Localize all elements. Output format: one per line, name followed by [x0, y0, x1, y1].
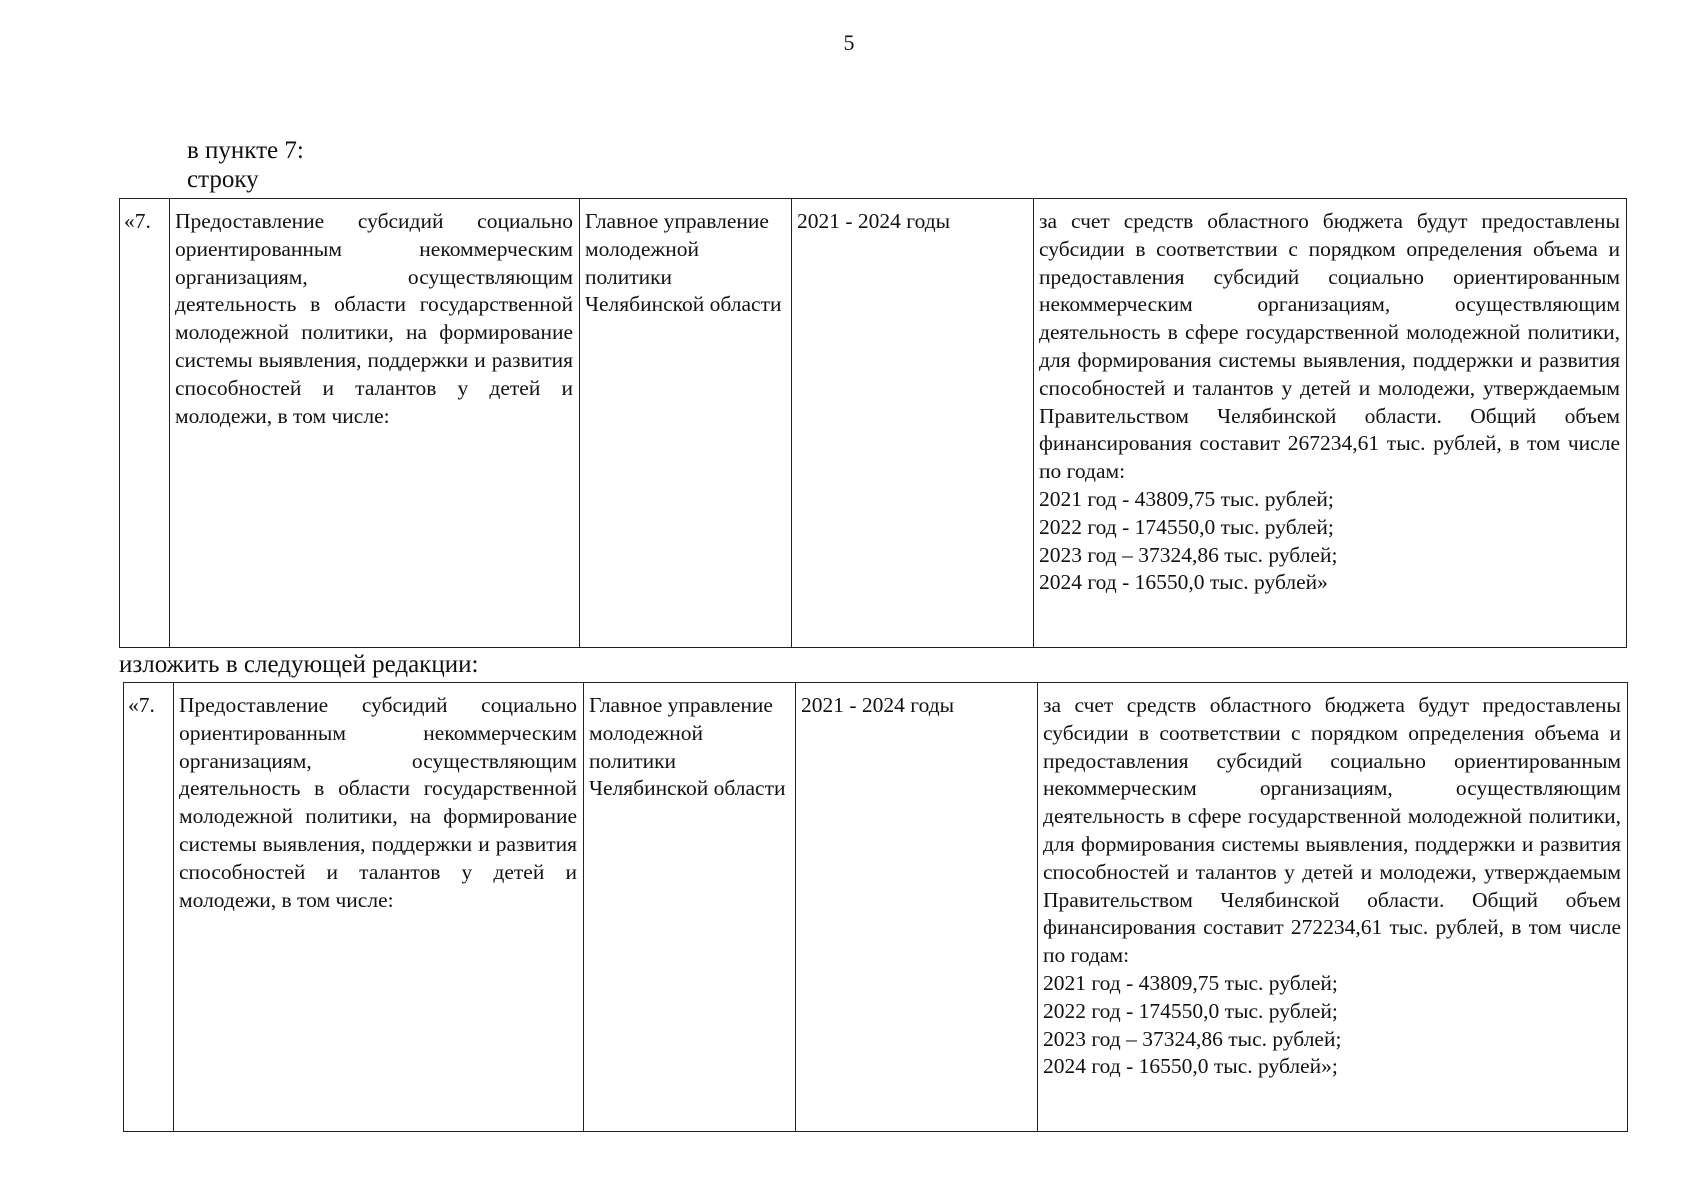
- year-line: 2024 год - 16550,0 тыс. рублей»;: [1043, 1054, 1338, 1079]
- row-number-cell: «7.: [120, 199, 170, 648]
- period-cell: 2021 - 2024 годы: [792, 199, 1034, 648]
- table-row: [124, 683, 1628, 1132]
- intro-line-row: строку: [187, 166, 259, 193]
- year-line: 2023 год – 37324,86 тыс. рублей;: [1039, 542, 1338, 567]
- financing-cell: [1034, 199, 1627, 648]
- description-cell: Предоставление субсидий социально ориентированным некоммерческим организациям, осуществляющим деятельность в области государственной молодежной политики, на формирование системы выявления, поддержки и развития способностей и талантов у детей и молодежи, в том числе:: [170, 199, 580, 648]
- intro-line-point: в пункте 7:: [187, 137, 304, 164]
- financing-text: за счет средств областного бюджета будут предоставлены субсидии в соответствии с порядком определения объема и предоставления субсидий социально ориентированным некоммерческим организациям, осуществляющим деятельность в сфере государственной молодежной политики, для формирования системы выявления, поддержки и развития способностей и талантов у детей и молодежи, утверждаемым Правительством Челябинской области. Общий объем финансирования составит 267234,61 тыс. рублей, в том числе по годам:: [1039, 209, 1620, 484]
- year-line: 2024 год - 16550,0 тыс. рублей»: [1039, 570, 1328, 595]
- financing-text: за счет средств областного бюджета будут предоставлены субсидии в соответствии с порядком определения объема и предоставления субсидий социально ориентированным некоммерческим организациям, осуществляющим деятельность в сфере государственной молодежной политики, для формирования системы выявления, поддержки и развития способностей и талантов у детей и молодежи, утверждаемым Правительством Челябинской области. Общий объем финансирования составит 272234,61 тыс. рублей, в том числе по годам:: [1043, 693, 1621, 968]
- year-line: 2021 год - 43809,75 тыс. рублей;: [1039, 486, 1334, 511]
- year-line: 2022 год - 174550,0 тыс. рублей;: [1043, 998, 1338, 1023]
- amendment-instruction: изложить в следующей редакции:: [119, 651, 479, 678]
- description-cell: Предоставление субсидий социально ориентированным некоммерческим организациям, осуществляющим деятельность в области государственной молодежной политики, на формирование системы выявления, поддержки и развития способностей и талантов у детей и молодежи, в том числе:: [174, 683, 584, 1132]
- financing-cell: [1038, 683, 1628, 1132]
- row-number-cell: «7.: [124, 683, 174, 1132]
- year-line: 2021 год - 43809,75 тыс. рублей;: [1043, 970, 1338, 995]
- page-number: 5: [843, 30, 855, 55]
- new-row-table: [123, 682, 1628, 1132]
- old-row-table: [119, 198, 1627, 648]
- period-cell: 2021 - 2024 годы: [796, 683, 1038, 1132]
- executor-cell: Главное управление молодежной политики Челябинской области: [584, 683, 796, 1132]
- intro-text: [187, 136, 304, 194]
- year-line: 2022 год - 174550,0 тыс. рублей;: [1039, 514, 1334, 539]
- executor-cell: Главное управление молодежной политики Челябинской области: [580, 199, 792, 648]
- table-row: [120, 199, 1627, 648]
- year-line: 2023 год – 37324,86 тыс. рублей;: [1043, 1026, 1342, 1051]
